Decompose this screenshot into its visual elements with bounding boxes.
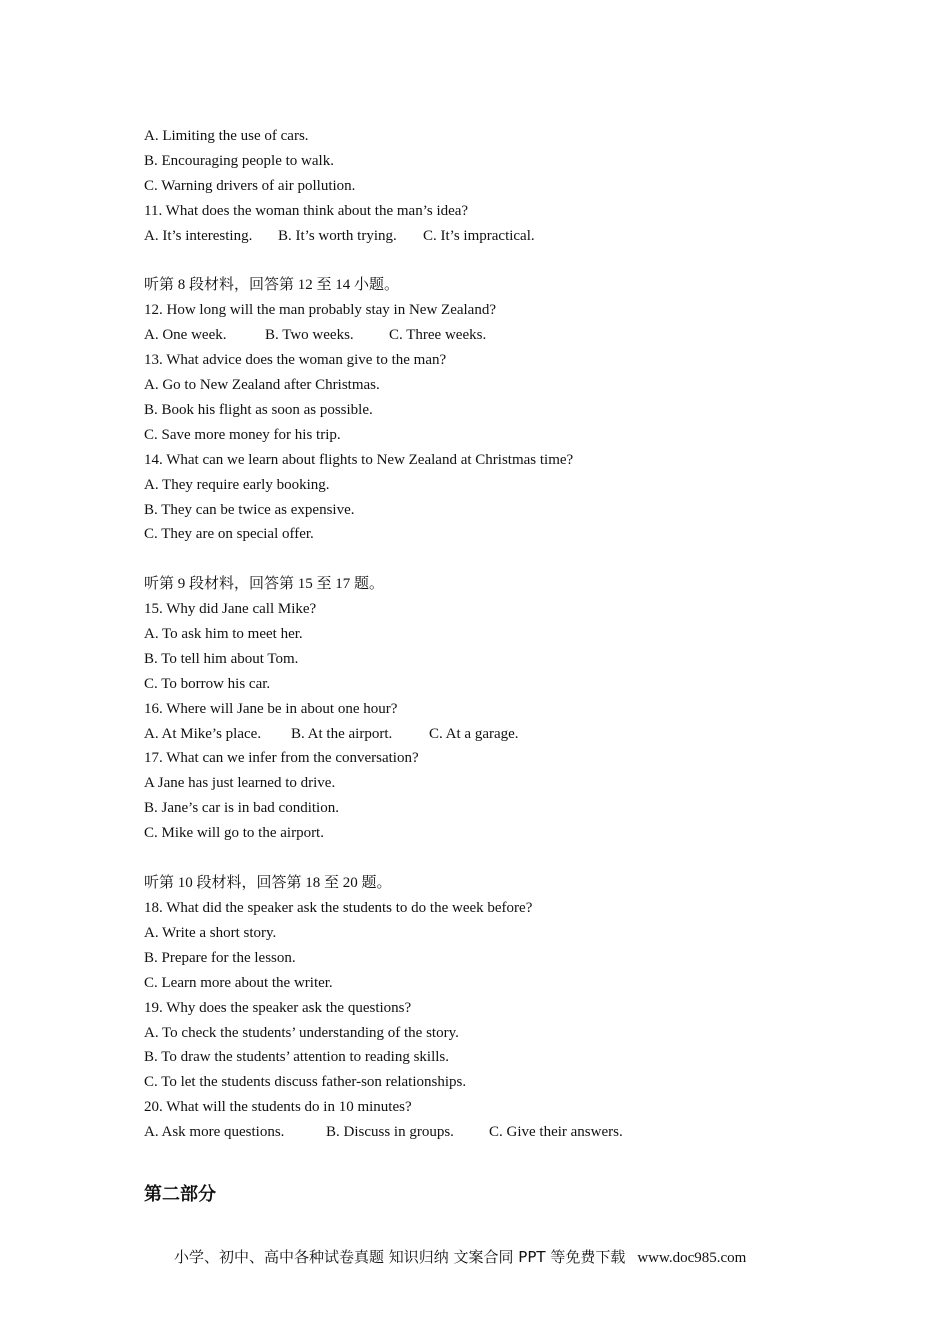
option: A Jane has just learned to drive. [144, 775, 336, 791]
question: 14. What can we learn about flights to New Zealand at Christmas time? [144, 452, 574, 468]
option: C. Warning drivers of air pollution. [144, 178, 356, 194]
option: B. Prepare for the lesson. [144, 950, 296, 966]
option: C. To borrow his car. [144, 676, 271, 692]
option: B. Two weeks. [265, 327, 354, 343]
option: A. One week. [144, 327, 227, 343]
option: A. Ask more questions. [144, 1124, 285, 1140]
question: 16. Where will Jane be in about one hour? [144, 701, 398, 717]
footer-text: 小学、初中、高中各种试卷真题 知识归纳 文案合同 PPT 等免费下载 [174, 1248, 626, 1266]
section-heading: 第二部分 [144, 1184, 216, 1205]
option: C. At a garage. [429, 726, 519, 742]
option: B. To draw the students’ attention to reading skills. [144, 1049, 450, 1065]
section-instruction: 听第 10 段材料，回答第 18 至 20 题。 [144, 875, 392, 891]
option: B. It’s worth trying. [278, 228, 397, 244]
option: B. Book his flight as soon as possible. [144, 402, 373, 418]
option: B. They can be twice as expensive. [144, 502, 355, 518]
question: 17. What can we infer from the conversation? [144, 750, 419, 766]
option: A. To check the students’ understanding of the story. [144, 1025, 459, 1041]
option: B. To tell him about Tom. [144, 651, 299, 667]
option: C. They are on special offer. [144, 526, 314, 542]
option: C. It’s impractical. [423, 228, 535, 244]
option: A. Write a short story. [144, 925, 277, 941]
option: C. To let the students discuss father-son relationships. [144, 1074, 467, 1090]
option: C. Mike will go to the airport. [144, 825, 324, 841]
footer [174, 1246, 746, 1267]
option: C. Save more money for his trip. [144, 427, 341, 443]
question: 12. How long will the man probably stay in New Zealand? [144, 302, 497, 318]
option: B. Encouraging people to walk. [144, 153, 334, 169]
section-instruction: 听第 8 段材料，回答第 12 至 14 小题。 [144, 277, 400, 293]
option: C. Learn more about the writer. [144, 975, 333, 991]
option: C. Three weeks. [389, 327, 487, 343]
question: 18. What did the speaker ask the students to do the week before? [144, 900, 533, 916]
option: A. Limiting the use of cars. [144, 128, 309, 144]
option: B. Jane’s car is in bad condition. [144, 800, 339, 816]
question: 15. Why did Jane call Mike? [144, 601, 317, 617]
question: 11. What does the woman think about the man’s idea? [144, 203, 469, 219]
question: 19. Why does the speaker ask the questions? [144, 1000, 412, 1016]
option: A. They require early booking. [144, 477, 330, 493]
question: 13. What advice does the woman give to the man? [144, 352, 447, 368]
footer-url[interactable]: www.doc985.com [637, 1250, 747, 1266]
option: C. Give their answers. [489, 1124, 623, 1140]
question: 20. What will the students do in 10 minutes? [144, 1099, 412, 1115]
option: B. At the airport. [291, 726, 393, 742]
option: A. To ask him to meet her. [144, 626, 303, 642]
option: A. At Mike’s place. [144, 726, 262, 742]
section-instruction: 听第 9 段材料，回答第 15 至 17 题。 [144, 576, 385, 592]
option: B. Discuss in groups. [326, 1124, 454, 1140]
option: A. It’s interesting. [144, 228, 253, 244]
option: A. Go to New Zealand after Christmas. [144, 377, 380, 393]
